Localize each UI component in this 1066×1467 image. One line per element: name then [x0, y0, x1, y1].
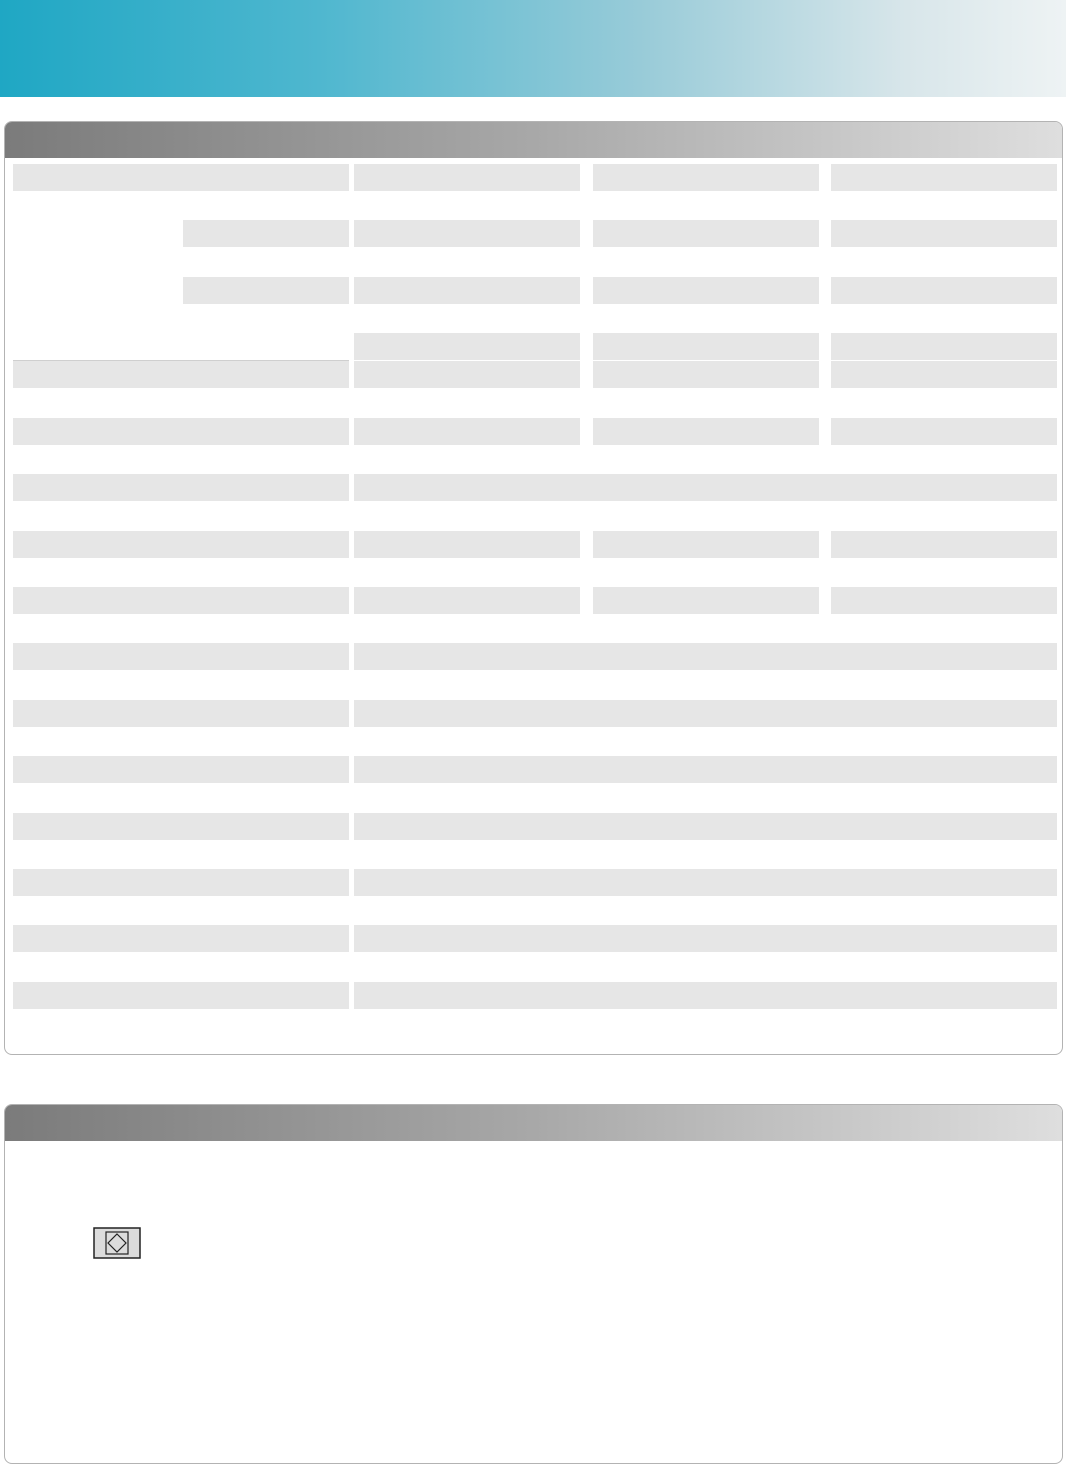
row-value [593, 418, 819, 445]
table-row [13, 615, 1057, 643]
row-label [13, 813, 349, 840]
row-value [354, 784, 1057, 811]
model-type [183, 277, 349, 304]
model-value [831, 277, 1057, 304]
row-value [831, 164, 1057, 191]
table-row [13, 1010, 1057, 1038]
row-value [831, 192, 1057, 219]
row-value [354, 502, 1057, 529]
params-section-title [5, 122, 1062, 158]
row-value [831, 559, 1057, 586]
row-label [13, 841, 349, 868]
model-value [831, 220, 1057, 247]
row-value [593, 192, 819, 219]
table-row [13, 418, 1057, 446]
row-label [13, 756, 349, 783]
model-type [183, 220, 349, 247]
row-value [831, 418, 1057, 445]
row-value [354, 587, 580, 614]
diagrams-section-title [5, 1105, 1062, 1141]
row-label [13, 502, 349, 529]
table-row [13, 700, 1057, 728]
model-type [183, 249, 349, 276]
row-label [13, 672, 349, 699]
table-row [13, 164, 1057, 192]
model-value [354, 249, 580, 276]
table-row [13, 756, 1057, 784]
table-row [13, 502, 1057, 530]
model-value [593, 220, 819, 247]
row-value [354, 869, 1057, 896]
row-value [354, 390, 1057, 417]
row-label [13, 728, 349, 755]
row-label [13, 446, 349, 473]
blank-cell [354, 333, 580, 360]
row-value [354, 897, 1057, 924]
model-label [13, 220, 181, 361]
row-label [13, 897, 349, 924]
row-label [13, 869, 349, 896]
row-value [593, 164, 819, 191]
table-row [13, 361, 1057, 389]
table-row [13, 643, 1057, 671]
row-value [354, 531, 580, 558]
row-label [13, 700, 349, 727]
row-label [13, 531, 349, 558]
row-label [13, 615, 349, 642]
table-row [13, 559, 1057, 587]
model-value [354, 220, 580, 247]
row-value [354, 982, 1057, 1009]
row-value [354, 672, 1057, 699]
row-label [13, 954, 349, 981]
row-label [13, 1010, 349, 1037]
model-value [831, 249, 1057, 276]
row-label [13, 982, 349, 1009]
row-value [354, 615, 1057, 642]
row-value [354, 361, 580, 388]
row-value [354, 1010, 1057, 1037]
row-value [354, 474, 1057, 501]
table-row [13, 192, 1057, 220]
table-row [13, 982, 1057, 1010]
table-row [13, 925, 1057, 953]
wiring-diagram [87, 1200, 287, 1290]
row-value [354, 446, 1057, 473]
row-label [13, 164, 349, 191]
diagrams-panel [4, 1104, 1063, 1464]
table-row [13, 728, 1057, 756]
row-value [593, 361, 819, 388]
table-row [13, 813, 1057, 841]
row-value [354, 756, 1057, 783]
row-label [13, 474, 349, 501]
product-params-panel [4, 121, 1063, 1055]
table-row [13, 954, 1057, 982]
row-label [13, 192, 349, 219]
model-value [354, 305, 580, 332]
row-value [593, 559, 819, 586]
dimension-drawing [629, 1165, 1029, 1435]
table-row [13, 897, 1057, 925]
row-label [13, 925, 349, 952]
row-value [593, 531, 819, 558]
model-blank [183, 333, 349, 360]
row-value [354, 925, 1057, 952]
row-value [354, 954, 1057, 981]
table-row [13, 474, 1057, 502]
model-value [831, 305, 1057, 332]
table-row [13, 672, 1057, 700]
row-value [354, 164, 580, 191]
model-value [593, 305, 819, 332]
table-row [13, 869, 1057, 897]
row-label [13, 361, 349, 388]
row-value [354, 813, 1057, 840]
table-row [13, 446, 1057, 474]
title-banner [0, 0, 1066, 97]
row-label [13, 784, 349, 811]
row-label [13, 643, 349, 670]
row-label [13, 559, 349, 586]
table-row [13, 784, 1057, 812]
model-value [593, 249, 819, 276]
row-value [354, 559, 580, 586]
row-value [831, 587, 1057, 614]
blank-cell [593, 333, 819, 360]
row-value [831, 531, 1057, 558]
row-label [13, 587, 349, 614]
row-value [354, 418, 580, 445]
row-value [831, 361, 1057, 388]
row-value [593, 587, 819, 614]
row-label [13, 418, 349, 445]
row-label [13, 390, 349, 417]
row-value [354, 841, 1057, 868]
row-value [354, 643, 1057, 670]
model-value [593, 277, 819, 304]
model-type [183, 305, 349, 332]
blank-cell [831, 333, 1057, 360]
row-value [354, 728, 1057, 755]
row-value [354, 700, 1057, 727]
model-value [354, 277, 580, 304]
table-row [13, 390, 1057, 418]
table-row [13, 531, 1057, 559]
table-row [13, 841, 1057, 869]
table-row [13, 587, 1057, 615]
row-value [354, 192, 580, 219]
